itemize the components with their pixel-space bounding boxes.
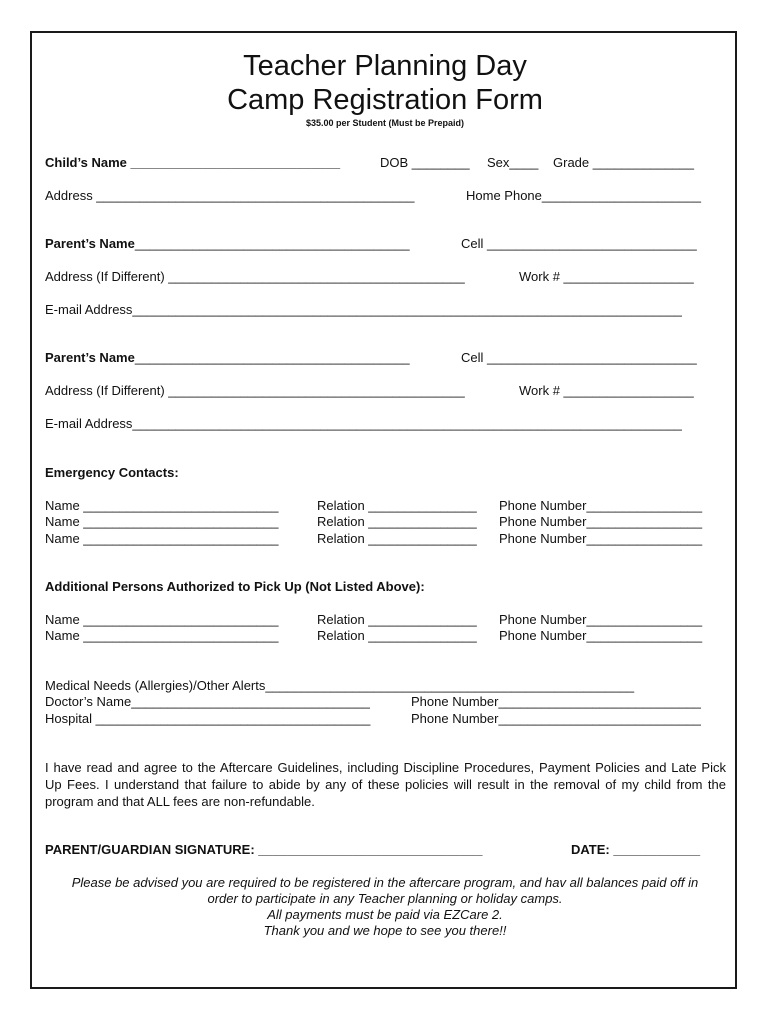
child-address-field[interactable]: Address ____________________________________________ <box>45 188 415 203</box>
pickup-name-field-1[interactable]: Name ___________________________ <box>45 612 279 627</box>
emergency-relation-field-2[interactable]: Relation _______________ <box>317 514 477 529</box>
parent2-name-label: Parent’s Name <box>45 350 135 365</box>
emergency-phone-field-3[interactable]: Phone Number________________ <box>499 531 703 546</box>
parent2-address-field[interactable]: Address (If Different) _________________________________________ <box>45 383 465 398</box>
emergency-relation-field-3[interactable]: Relation _______________ <box>317 531 477 546</box>
parent1-cell-field[interactable]: Cell _____________________________ <box>461 236 697 251</box>
doctor-name-field[interactable]: Doctor’s Name_________________________________ <box>45 694 370 709</box>
home-phone-field[interactable]: Home Phone______________________ <box>466 188 701 203</box>
childs-name-field[interactable]: Child’s Name _____________________________ <box>45 155 341 170</box>
emergency-name-field-3[interactable]: Name ___________________________ <box>45 531 279 546</box>
emergency-phone-field-1[interactable]: Phone Number________________ <box>499 498 703 513</box>
authorized-pickup-heading: Additional Persons Authorized to Pick Up (Not Listed Above): <box>45 579 425 594</box>
notice-line-4: Thank you and we hope to see you there!! <box>263 923 507 938</box>
dob-field[interactable]: DOB ________ <box>380 155 470 170</box>
emergency-relation-field-1[interactable]: Relation _______________ <box>317 498 477 513</box>
emergency-name-field-1[interactable]: Name ___________________________ <box>45 498 279 513</box>
form-title-line2: Camp Registration Form <box>227 84 543 116</box>
pickup-relation-field-2[interactable]: Relation _______________ <box>317 628 477 643</box>
emergency-contacts-heading: Emergency Contacts: <box>45 465 179 480</box>
emergency-name-field-2[interactable]: Name ___________________________ <box>45 514 279 529</box>
hospital-phone-field[interactable]: Phone Number____________________________ <box>411 711 701 726</box>
form-title-line1: Teacher Planning Day <box>243 50 527 82</box>
notice-line-1: Please be advised you are required to be registered in the aftercare program, and hav all balances paid off in <box>71 875 699 890</box>
parent2-cell-field[interactable]: Cell _____________________________ <box>461 350 697 365</box>
notice-line-2: order to participate in any Teacher planning or holiday camps. <box>207 891 563 906</box>
parent1-address-field[interactable]: Address (If Different) _________________________________________ <box>45 269 465 284</box>
pickup-phone-field-1[interactable]: Phone Number________________ <box>499 612 703 627</box>
hospital-field[interactable]: Hospital ______________________________________ <box>45 711 371 726</box>
parent-signature-field[interactable]: PARENT/GUARDIAN SIGNATURE: _______________________________ <box>45 842 483 857</box>
parent1-email-field[interactable]: E-mail Address____________________________________________________________________________ <box>45 302 682 317</box>
parent1-name-line: ______________________________________ <box>134 236 410 251</box>
parent1-name-label: Parent’s Name <box>45 236 135 251</box>
sex-field[interactable]: Sex____ <box>487 155 539 170</box>
parent2-name-field[interactable] <box>45 350 410 366</box>
agreement-paragraph: I have read and agree to the Aftercare Guidelines, including Discipline Procedures, Payment Policies and Late Pick Up Fees. I understand that failure to abide by any of these policies will result in the removal of my child from the program and that ALL fees are non-refundable. <box>45 760 726 809</box>
pickup-relation-field-1[interactable]: Relation _______________ <box>317 612 477 627</box>
medical-needs-field[interactable]: Medical Needs (Allergies)/Other Alerts___________________________________________________ <box>45 678 635 693</box>
parent2-name-line: ______________________________________ <box>134 350 410 365</box>
pickup-phone-field-2[interactable]: Phone Number________________ <box>499 628 703 643</box>
parent2-work-field[interactable]: Work # __________________ <box>519 383 694 398</box>
notice-line-3: All payments must be paid via EZCare 2. <box>267 907 503 922</box>
doctor-phone-field[interactable]: Phone Number____________________________ <box>411 694 701 709</box>
signature-date-field[interactable]: DATE: ____________ <box>571 842 701 857</box>
parent2-email-field[interactable]: E-mail Address____________________________________________________________________________ <box>45 416 682 431</box>
parent1-name-field[interactable] <box>45 236 410 252</box>
emergency-phone-field-2[interactable]: Phone Number________________ <box>499 514 703 529</box>
parent1-work-field[interactable]: Work # __________________ <box>519 269 694 284</box>
grade-field[interactable]: Grade ______________ <box>553 155 694 170</box>
pickup-name-field-2[interactable]: Name ___________________________ <box>45 628 279 643</box>
price-note: $35.00 per Student (Must be Prepaid) <box>305 118 465 128</box>
